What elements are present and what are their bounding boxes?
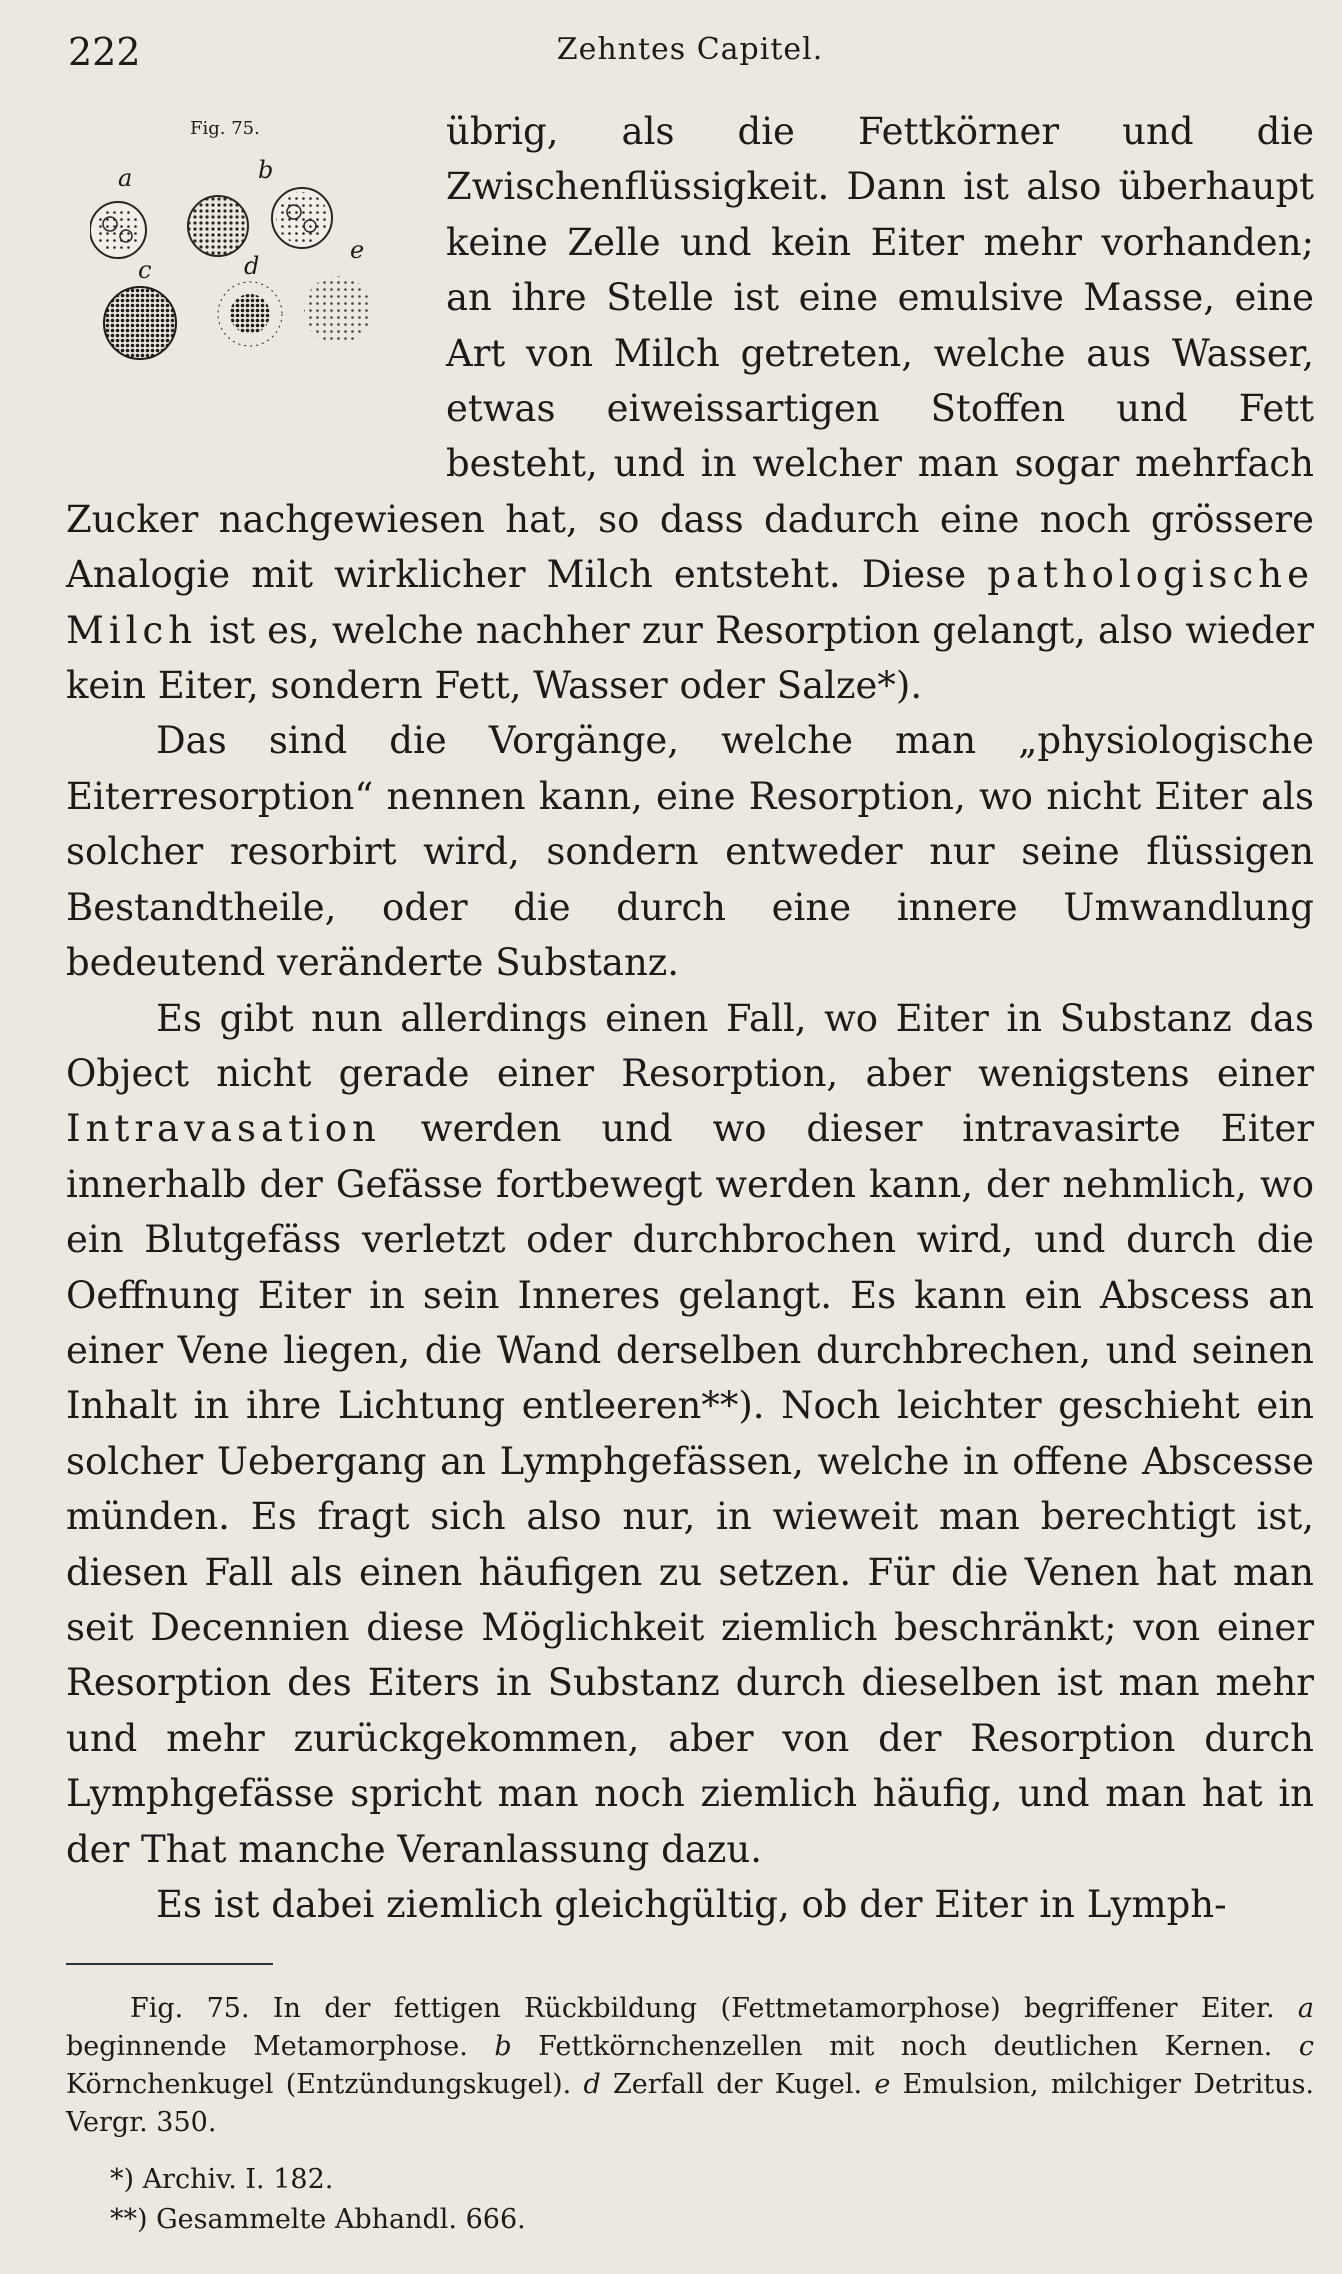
paragraph-3 — [66, 991, 1314, 1878]
figure-label: Fig. 75. — [190, 118, 260, 139]
page-header — [68, 30, 1312, 80]
paragraph-1-text-b: ist es, welche nachher zur Resorption gelangt, also wieder kein Eiter, sondern Fett, Wasser oder Salze*). — [66, 608, 1314, 708]
legend-text-c: Körnchenkugel (Entzündungskugel). — [66, 2069, 584, 2100]
footnotes — [110, 2160, 1210, 2240]
figure-letter-c: c — [138, 256, 152, 284]
legend-letter-e: e — [874, 2069, 891, 2100]
paragraph-3-text-a: Es gibt nun allerdings einen Fall, wo Eiter in Substanz das Object nicht gerade einer Resorption, aber wenigstens einer — [66, 996, 1314, 1095]
legend-letter-d: d — [583, 2069, 601, 2100]
paragraph-1 — [66, 104, 1314, 713]
figure-space — [66, 104, 446, 464]
footnote-rule — [66, 1963, 273, 1965]
main-text — [66, 104, 1314, 1932]
legend-text-d: Zerfall der Kugel. — [600, 2069, 875, 2100]
paragraph-1-text-a: übrig, als die Fettkörner und die Zwischenflüssigkeit. Dann ist also überhaupt keine Zelle und kein Eiter mehr vorhanden; an ihre Stelle ist eine emulsive Masse, eine Art von Milch getreten, welche aus Wasser, etwas eiweissartigen Stoffen und Fett besteht, und in welcher man sogar mehrfach Zucker nachgewiesen hat, so dass dadurch eine noch grössere Analogie mit wirklicher Milch entsteht. Diese — [66, 110, 1314, 597]
legend-text-e: Emulsion, milchiger Detritus. Vergr. 350. — [66, 2069, 1315, 2138]
legend-letter-c: c — [1298, 2031, 1314, 2062]
page-number: 222 — [68, 30, 141, 74]
legend-letter-b: b — [494, 2031, 512, 2062]
legend-text-a: beginnende Metamorphose. — [66, 2031, 495, 2062]
figure-legend — [66, 1990, 1314, 2142]
figure-letter-b: b — [258, 156, 274, 184]
figure-letter-a: a — [118, 164, 133, 192]
legend-text-b: Fettkörnchenzellen mit noch deutlichen Kernen. — [511, 2031, 1299, 2062]
figure-letter-e: e — [350, 236, 365, 264]
footnote-1: *) Archiv. I. 182. — [110, 2164, 334, 2195]
running-title: Zehntes Capitel. — [556, 32, 824, 67]
figure-letter-d: d — [244, 252, 260, 280]
figure-legend-text — [66, 1990, 1314, 2142]
paragraph-4: Es ist dabei ziemlich gleichgültig, ob der Eiter in Lymph- — [156, 1883, 1227, 1926]
paragraph-1-emphasis: pathologische Milch — [66, 553, 1314, 652]
legend-lead: Fig. 75. In der fettigen Rückbildung (Fettmetamorphose) begriffener Eiter. — [130, 1993, 1275, 2024]
footnote-2: **) Gesammelte Abhandl. 666. — [110, 2204, 526, 2235]
paragraph-2: Das sind die Vorgänge, welche man „physiologische Eiterresorption“ nennen kann, eine Resorption, wo nicht Eiter als solcher resorbirt wird, sondern entweder nur seine flüssigen Bestandtheile, oder die durch eine innere Umwandlung bedeutend veränderte Substanz. — [66, 719, 1314, 985]
legend-letter-a: a — [1297, 1993, 1314, 2024]
paragraph-3-emphasis: Intravasation — [66, 1107, 381, 1151]
paragraph-3-text-b: werden und wo dieser intravasirte Eiter innerhalb der Gefässe fortbewegt werden kann, der nehmlich, wo ein Blutgefäss verletzt oder durchbrochen wird, und durch die Oeffnung Eiter in sein Inneres gelangt. Es kann ein Abscess an einer Vene liegen, die Wand derselben durchbrechen, und seinen Inhalt in ihre Lichtung entleeren**). Noch leichter geschieht ein solcher Uebergang an Lymphgefässen, welche in offene Abscesse münden. Es fragt sich also nur, in wieweit man berechtigt ist, diesen Fall als einen häufigen zu setzen. Für die Venen hat man seit Decennien diese Möglichkeit ziemlich beschränkt; von einer Resorption des Eiters in Substanz durch dieselben ist man mehr und mehr zurückgekommen, aber von der Resorption durch Lymphgefässe spricht man noch ziemlich häufig, und man hat in der That manche Veranlassung dazu. — [66, 1107, 1314, 1871]
